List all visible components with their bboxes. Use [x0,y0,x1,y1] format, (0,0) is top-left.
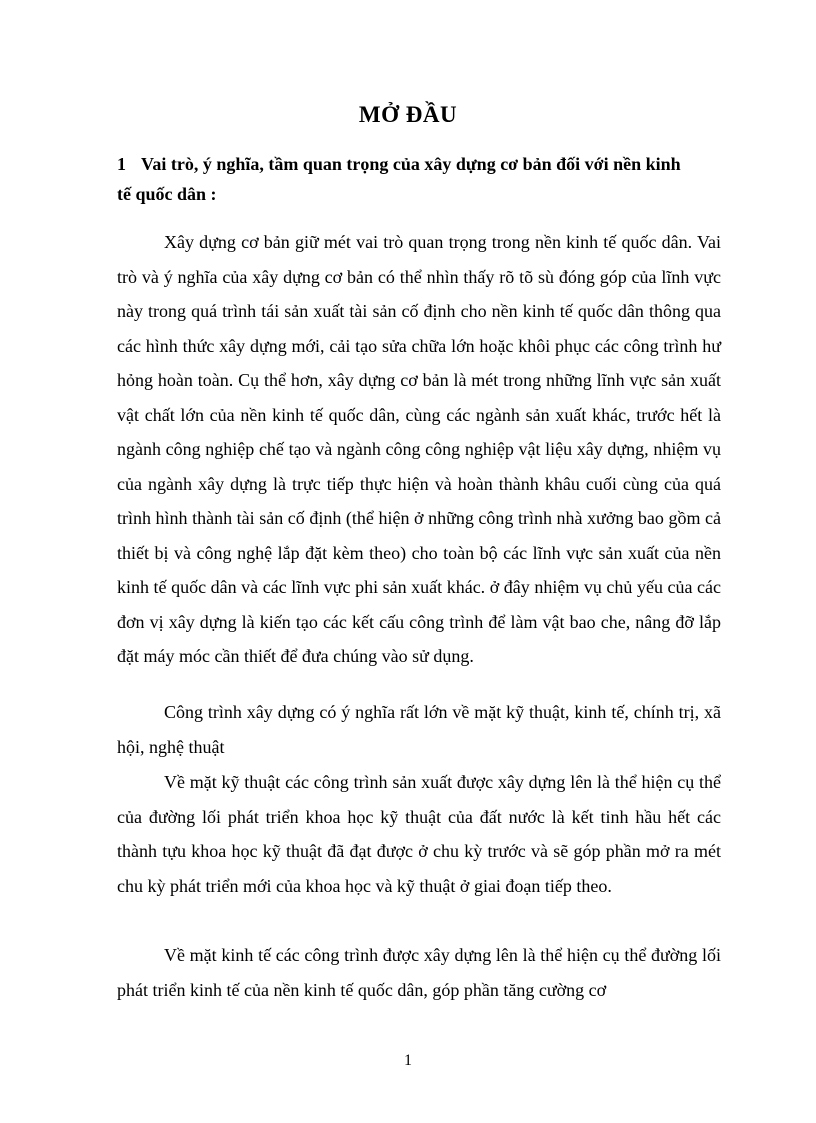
section-title-line-1: Vai trò, ý nghĩa, tầm quan trọng của xây dựng cơ bản đối với nền kinh [141,154,681,174]
paragraph-construction-meaning: Công trình xây dựng có ý nghĩa rất lớn về mặt kỹ thuật, kinh tế, chính trị, xã hội, nghệ thuật [117,702,721,757]
paragraph-economic-aspect: Về mặt kinh tế các công trình được xây dựng lên là thể hiện cụ thể đường lối phát triển kinh tế của nền kinh tế quốc dân, góp phần tăng cường cơ [117,945,721,1000]
paragraph-role-significance: Xây dựng cơ bản giữ mét vai trò quan trọng trong nền kinh tế quốc dân. Vai trò và ý nghĩa của xây dựng cơ bản có thể nhìn thấy rõ tõ sù đóng góp của lĩnh vực này trong quá trình tái sản xuất tài sản cố định cho nền kinh tế quốc dân thông qua các hình thức xây dựng mới, cải tạo sửa chữa lớn hoặc khôi phục các công trình hư hỏng hoàn toàn. Cụ thể hơn, xây dựng cơ bản là mét trong những lĩnh vực sản xuất vật chất lớn của nền kinh tế quốc dân, cùng các ngành sản xuất khác, trước hết là ngành công nghiệp chế tạo và ngành công công nghiệp vật liệu xây dựng, nhiệm vụ của ngành xây dựng là trực tiếp thực hiện và hoàn thành khâu cuối cùng của quá trình hình thành tài sản cố định (thể hiện ở những công trình nhà xưởng bao gồm cả thiết bị và công nghệ lắp đặt kèm theo) cho toàn bộ các lĩnh vực sản xuất của nền kinh tế quốc dân và các lĩnh vực phi sản xuất khác. ở đây nhiệm vụ chủ yếu của các đơn vị xây dựng là kiến tạo các kết cấu công trình để làm vật bao che, nâng đỡ lắp đặt máy móc cần thiết để đưa chúng vào sử dụng. [117,232,721,666]
page-title: MỞ ĐẦU [358,102,458,127]
section-heading [117,149,721,209]
page-number: 1 [404,1052,412,1069]
section-title-line-2: tế quốc dân : [117,184,217,204]
paragraph-technical-aspect: Về mặt kỹ thuật các công trình sản xuất được xây dựng lên là thể hiện cụ thể của đường lối phát triển khoa học kỹ thuật của đất nước là kết tinh hầu hết các thành tựu khoa học kỹ thuật đã đạt được ở chu kỳ trước và sẽ góp phần mở ra mét chu kỳ phát triển mới của khoa học và kỹ thuật ở giai đoạn tiếp theo. [117,772,721,896]
section-number: 1 [117,154,126,174]
